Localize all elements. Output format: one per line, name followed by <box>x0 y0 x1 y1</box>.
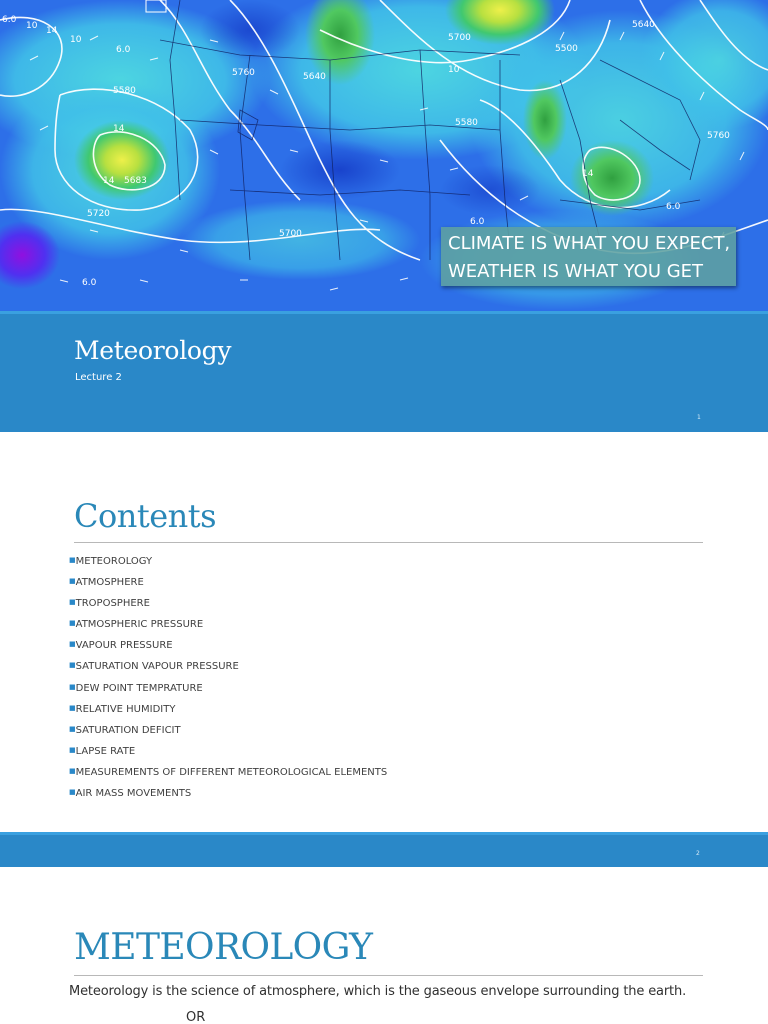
slide-title: Contents <box>74 497 217 535</box>
slide-title: METEOROLOGY <box>74 927 373 968</box>
page-number: 2 <box>696 850 700 857</box>
list-item: ■LAPSE RATE <box>69 745 136 757</box>
list-item: ■AIR MASS MOVEMENTS <box>69 788 192 800</box>
slide-footer-band <box>0 832 768 867</box>
contents-list <box>69 550 387 803</box>
map-label: 6.0 <box>666 202 681 212</box>
title-divider <box>74 542 703 543</box>
list-item: ■TROPOSPHERE <box>69 598 150 610</box>
map-label: 5760 <box>707 131 730 141</box>
list-item: ■DEW POINT TEMPRATURE <box>69 682 203 694</box>
map-label: 6.0 <box>116 45 131 55</box>
bullet-icon: ■ <box>69 724 76 733</box>
list-item: ■SATURATION DEFICIT <box>69 724 181 736</box>
map-label: 5580 <box>113 86 136 96</box>
map-label: 5720 <box>87 209 110 219</box>
slide-title: Meteorology <box>74 336 232 365</box>
weather-map-image <box>0 0 768 311</box>
list-item: ■RELATIVE HUMIDITY <box>69 703 176 715</box>
map-label: 6.0 <box>2 15 17 25</box>
bullet-icon: ■ <box>69 745 76 754</box>
contents-slide <box>0 432 768 832</box>
title-divider <box>74 975 703 976</box>
list-item: ■ATMOSPHERIC PRESSURE <box>69 619 204 631</box>
map-label: 5760 <box>232 68 255 78</box>
bullet-icon: ■ <box>69 682 76 691</box>
list-item: ■VAPOUR PRESSURE <box>69 640 173 652</box>
map-label: 6.0 <box>82 278 97 288</box>
page-number: 1 <box>697 414 701 421</box>
map-label: 10 <box>26 21 38 31</box>
map-label: 10 <box>448 65 460 75</box>
map-label: 14 <box>582 169 594 179</box>
definition-text: Meteorology is the science of atmosphere, which is the gaseous envelope surrounding the earth. <box>69 984 687 999</box>
bullet-icon: ■ <box>69 766 76 775</box>
meteorology-slide <box>0 867 768 1024</box>
list-item: ■METEOROLOGY <box>69 556 153 567</box>
map-label: 14 <box>46 26 58 36</box>
bullet-icon: ■ <box>69 661 76 670</box>
map-label: 14 <box>113 124 125 134</box>
bullet-icon: ■ <box>69 556 76 564</box>
map-label: 5683 <box>124 176 147 186</box>
or-text: OR <box>186 1010 206 1024</box>
bullet-icon: ■ <box>69 577 76 586</box>
map-label: 5700 <box>448 33 471 43</box>
map-label: 10 <box>70 35 82 45</box>
bullet-icon: ■ <box>69 788 76 797</box>
quote-line-2: WEATHER IS WHAT YOU GET <box>448 261 704 282</box>
bullet-icon: ■ <box>69 640 76 649</box>
map-label: 5700 <box>279 229 302 239</box>
list-item: ■ATMOSPHERE <box>69 577 144 589</box>
list-item: ■SATURATION VAPOUR PRESSURE <box>69 661 239 673</box>
map-label: 14 <box>103 176 115 186</box>
quote-box <box>441 227 736 286</box>
slide-subtitle: Lecture 2 <box>75 372 122 383</box>
bullet-icon: ■ <box>69 598 76 607</box>
bullet-icon: ■ <box>69 619 76 628</box>
bullet-icon: ■ <box>69 703 76 712</box>
map-label: 5500 <box>555 44 578 54</box>
list-item: ■MEASUREMENTS OF DIFFERENT METEOROLOGICAL ELEMENTS <box>69 766 388 778</box>
title-slide <box>0 0 768 432</box>
map-label: 5640 <box>303 72 326 82</box>
map-label: 5640 <box>632 20 655 30</box>
map-label: 6.0 <box>470 217 485 227</box>
quote-line-1: CLIMATE IS WHAT YOU EXPECT, <box>448 233 731 254</box>
map-label: 5580 <box>455 118 478 128</box>
